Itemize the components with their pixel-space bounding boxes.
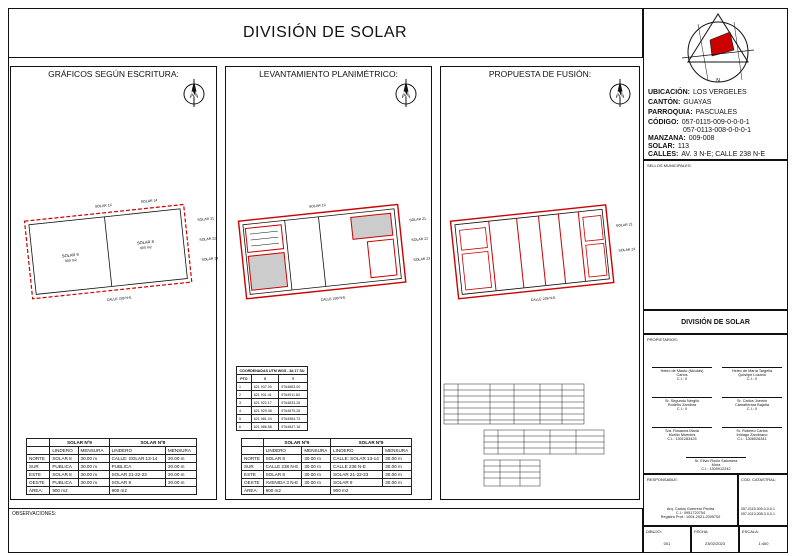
north-arrow-icon (606, 78, 634, 108)
cod-catastral-2: 057-0113-008-0-0-0-1 (741, 512, 775, 516)
table-subheader: LINDERO (109, 447, 165, 455)
table-cell: CALLE: SOLAR 13-14 (109, 455, 165, 463)
table-cell: SOLAR 21-22-23 (109, 471, 165, 479)
table-cell: ESTE (27, 471, 50, 479)
table-cell: 30.00 m (165, 463, 196, 471)
coords-cell: 6 (237, 423, 252, 431)
fecha-label: FECHA: (694, 529, 709, 534)
fecha-frame (691, 526, 739, 553)
solar21-label: SOLAR 21 (615, 222, 633, 228)
table-cell: 30.00 m (383, 463, 412, 471)
sellos-label: SELLOS MUNICIPALES: (647, 163, 692, 168)
owner-signature: Sr. Elivio Rocio Salomera Mora C.I.: 1309912242 (686, 457, 746, 471)
coords-cell: 9764875.26 (279, 407, 308, 415)
solar22-label: SOLAR 22 (411, 236, 429, 243)
table-cell: 30.00 m (302, 479, 331, 487)
coordinates-table (236, 366, 308, 431)
plan-escritura (14, 190, 219, 310)
coords-header: PTO (237, 375, 252, 383)
solar8-label: SOLAR 8 (136, 238, 155, 246)
coords-cell: 9764984.73 (279, 415, 308, 423)
division-title-frame (643, 310, 788, 334)
info-codigo-2: 057-0113-008-0-0-0-1 (683, 127, 751, 134)
table-cell: 900 m2 (109, 487, 196, 495)
coords-cell: 621 937.00 (251, 383, 279, 391)
table-cell: SUR (242, 463, 264, 471)
table-cell: PUBLICA (109, 463, 165, 471)
info-ubicacion: UBICACIÓN: LOS VERGELES (648, 89, 747, 96)
table-cell: ESTE (242, 471, 264, 479)
calle-label: CALLE 238 N-E (106, 295, 132, 303)
division-title: DIVISIÓN DE SOLAR (681, 319, 750, 326)
info-manzana: MANZANA: 009-008 (648, 135, 715, 142)
observaciones-label: OBSERVACIONES: (12, 511, 57, 517)
table-cell: CALLE 238 N-E (263, 463, 302, 471)
table-cell: 30.00 m (78, 471, 109, 479)
info-calles: CALLES: AV. 3 N-E; CALLE 238 N-E (648, 151, 765, 158)
sellos-frame (643, 160, 788, 310)
solar13-label: SOLAR 13 (308, 203, 326, 209)
table-cell: 30.00 m (383, 455, 412, 463)
table-cell: 30.00 m (165, 455, 196, 463)
coords-cell: 621 986.58 (251, 423, 279, 431)
table-cell: SOLAR 8 (263, 455, 302, 463)
solar9-label: SOLAR 9 (61, 251, 79, 259)
coords-cell: 621 922.17 (251, 399, 279, 407)
solar23-label: SOLAR 23 (618, 247, 636, 253)
table-header: SOLAR Nº9 (50, 439, 109, 447)
table-cell: 30.00 m (302, 463, 331, 471)
cod-catastral-label: COD. CATASTRAL: (741, 477, 777, 482)
table-cell: 900 m2 (331, 487, 412, 495)
escala-frame (739, 526, 788, 553)
coords-cell: 9764847.18 (279, 423, 308, 431)
owner-signature: Heleo de Mauto (Nicolás) Carlos C.I.: 0 (652, 367, 712, 381)
responsable-signature: Arq. Carlos Guerrero Piedra C.I.: 0951720754 Registro Prof.: 1004-2021-2005700 (660, 507, 721, 519)
location-map-icon (668, 10, 768, 86)
coords-cell: 9764833.26 (279, 399, 308, 407)
table-cell: 30.00 m (78, 479, 109, 487)
page-title: DIVISIÓN DE SOLAR (242, 24, 408, 41)
owner-signature: Sr. Segundo Nerglio Rodeño Zambira C.I.: 0 (652, 397, 712, 411)
coords-cell: 621 931.41 (251, 391, 279, 399)
table-cell: 30.00 m (78, 455, 109, 463)
solar23-label: SOLAR 23 (201, 256, 219, 262)
table-cell: PUBLICA (50, 463, 78, 471)
table-cell: PUBLICA (50, 479, 78, 487)
info-parroquia: PARROQUIA: PASCUALES (648, 109, 738, 116)
table-cell: NORTE (242, 455, 264, 463)
table-subheader: LINDERO (50, 447, 78, 455)
info-solar: SOLAR: 113 (648, 143, 690, 150)
dibujo-label: DIBUJO: (646, 529, 662, 534)
table-subheader: LINDERO (263, 447, 302, 455)
table-cell: ÁREA: (242, 487, 264, 495)
solar14-label: SOLAR 14 (140, 198, 158, 204)
responsable-frame (643, 474, 738, 526)
map-north: N (716, 78, 720, 84)
owner-signature: Sra. Rosanna Maria Murillo Muentes C.I.: 1301283425 (652, 427, 712, 441)
panel-title-escritura: GRÁFICOS SEGÚN ESCRITURA: (48, 69, 179, 79)
north-letter: N (616, 90, 624, 100)
info-canton: CANTÓN: GUAYAS (648, 99, 712, 106)
propietarios-label: PROPIETARIOS: (647, 337, 678, 342)
table-cell: 900 m2 (50, 487, 109, 495)
observaciones-frame (8, 508, 643, 553)
table-cell: 30.00 m (383, 471, 412, 479)
coords-cell: 9764911.84 (279, 391, 308, 399)
escala-label: ESCALA: (742, 529, 759, 534)
coords-header: X (251, 375, 279, 383)
coords-cell: 1 (237, 383, 252, 391)
coords-cell: 3 (237, 399, 252, 407)
owner-signature: Sr. Carlos Joemin Camañerara Bajaña C.I.: 0 (722, 397, 782, 411)
plan-levantamiento (228, 190, 431, 310)
table-header: SOLAR Nº8 (109, 439, 196, 447)
table-cell: 30.00 m (165, 471, 196, 479)
solar21-label: SOLAR 21 (197, 216, 215, 223)
coords-title: COORDENADAS UTM WGS - 84 17 SU (237, 367, 308, 375)
table-cell: 30.00 m (302, 455, 331, 463)
table-cell: 30.00 m (78, 463, 109, 471)
table-cell: AVENIDA 3 N-E (263, 479, 302, 487)
panel-title-propuesta: PROPUESTA DE FUSIÓN: (488, 69, 592, 79)
solar22-label: SOLAR 22 (199, 236, 217, 243)
responsable-label: RESPONSABLE: (647, 477, 678, 482)
table-cell: ÁREA: (27, 487, 50, 495)
calle-label: CALLE 238 N-E (320, 295, 346, 303)
plan-propuesta (442, 190, 638, 310)
area-label: 900 m2 (64, 257, 77, 264)
coords-cell: 4 (237, 407, 252, 415)
table-cell: SOLAR 9 (331, 479, 383, 487)
dibujo-value: 001 (663, 541, 671, 546)
dibujo-frame (643, 526, 691, 553)
table-cell: 30.00 m (302, 471, 331, 479)
table-cell: CALLE: SOLAR 13-14 (331, 455, 383, 463)
escala-value: 1:400 (758, 541, 769, 546)
table-cell: SUR (27, 463, 50, 471)
info-codigo: CÓDIGO: 057-0115-009-0-0-0-1 (648, 119, 750, 126)
table-subheader: MENSURA (383, 447, 412, 455)
fecha-value: 23/02/2023 (704, 541, 726, 546)
table-header: SOLAR Nº9 (263, 439, 331, 447)
north-letter: N (190, 90, 198, 100)
table-cell: NORTE (27, 455, 50, 463)
owner-signature: Sr. Roberto Carlos Intriago Zambrano C.I.: 1308026341 (722, 427, 782, 441)
table-cell: CALLE 238 N-E (331, 463, 383, 471)
coords-cell: 5 (237, 415, 252, 423)
coords-header: Y (279, 375, 308, 383)
solar13-label: SOLAR 13 (94, 203, 112, 209)
coords-cell: 9764863.00 (279, 383, 308, 391)
table-subheader: MENSURA (165, 447, 196, 455)
coords-cell: 621 929.08 (251, 407, 279, 415)
table-cell: SOLAR 8 (263, 471, 302, 479)
linderos-table-escritura (26, 438, 197, 495)
table-cell: SOLAR 8 (50, 455, 78, 463)
linderos-table-levantamiento (241, 438, 412, 495)
north-letter: N (402, 90, 410, 100)
table-subheader: LINDERO (331, 447, 383, 455)
table-cell: SOLAR 9 (109, 479, 165, 487)
cod-catastral-1: 057-0115-009-0-0-0-1 (741, 507, 775, 511)
table-cell: SOLAR 8 (50, 471, 78, 479)
north-arrow-icon (392, 78, 420, 108)
table-header: SOLAR Nº8 (331, 439, 412, 447)
north-arrow-icon (180, 78, 208, 108)
table-cell: OESTE (242, 479, 264, 487)
table-cell: 30.00 m (165, 479, 196, 487)
propietarios-frame (643, 334, 788, 474)
coords-cell: 621 981.04 (251, 415, 279, 423)
cod-catastral-frame (738, 474, 788, 526)
table-cell: 30.00 m (383, 479, 412, 487)
table-cell: SOLAR 21-22-23 (331, 471, 383, 479)
fusion-tables (444, 380, 614, 490)
table-cell: OESTE (27, 479, 50, 487)
table-cell: 900 m2 (263, 487, 331, 495)
area-label: 900 m2 (139, 245, 152, 251)
table-subheader: MENSURA (302, 447, 331, 455)
solar23-label: SOLAR 23 (413, 256, 431, 263)
owner-signature: Heleo de María Targelia Quishpe Lozano C.I.: 0 (722, 367, 782, 381)
calle-label: CALLE 238 N-E (530, 295, 556, 303)
table-subheader: MENSURA (78, 447, 109, 455)
panel-title-levantamiento: LEVANTAMIENTO PLANIMÉTRICO: (259, 69, 398, 79)
coords-cell: 2 (237, 391, 252, 399)
solar21-label: SOLAR 21 (409, 216, 427, 223)
